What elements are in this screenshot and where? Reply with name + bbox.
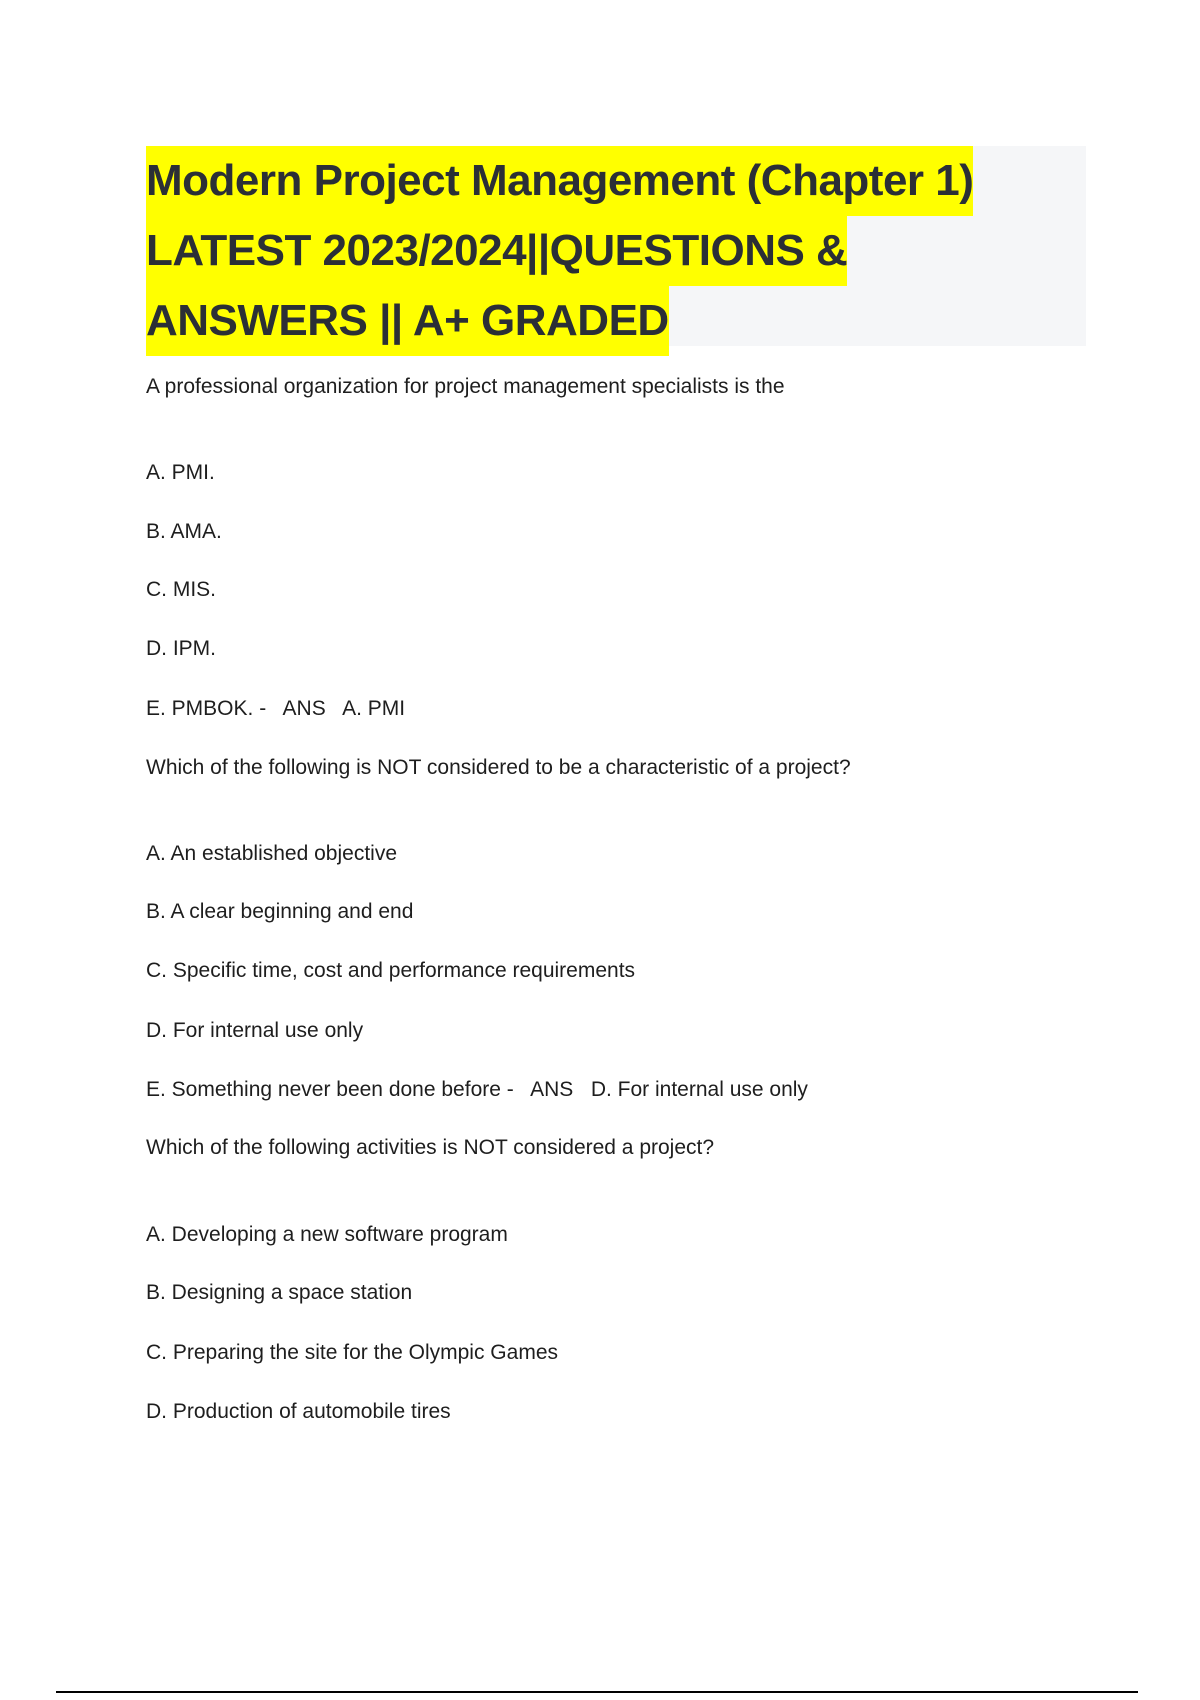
question-1-option-c: C. MIS. (146, 578, 217, 601)
question-2-option-a: A. An established objective (146, 842, 397, 865)
answer-label: ANS (282, 697, 326, 720)
option-text: E. Something never been done before - (146, 1078, 514, 1101)
question-3-option-b: B. Designing a space station (146, 1281, 413, 1304)
title-line-1: Modern Project Management (Chapter 1) (146, 146, 973, 216)
question-1-option-d: D. IPM. (146, 637, 217, 660)
document-title (146, 146, 973, 356)
question-3-option-d: D. Production of automobile tires (146, 1400, 451, 1423)
question-3-option-a: A. Developing a new software program (146, 1223, 508, 1246)
question-2-option-e-with-answer (146, 1078, 808, 1102)
title-line-3: ANSWERS || A+ GRADED (146, 286, 669, 356)
question-1-text: A professional organization for project management specialists is the (146, 375, 785, 398)
question-1-option-b: B. AMA. (146, 520, 222, 543)
question-2-option-b: B. A clear beginning and end (146, 900, 414, 923)
question-2-option-d: D. For internal use only (146, 1019, 364, 1042)
answer-text: A. PMI (342, 697, 406, 720)
page-footer-rule (56, 1691, 1138, 1693)
question-1-option-a: A. PMI. (146, 461, 215, 484)
question-2-text: Which of the following is NOT considered to be a characteristic of a project? (146, 756, 851, 779)
question-3-option-c: C. Preparing the site for the Olympic Games (146, 1341, 558, 1364)
question-1-option-e-with-answer (146, 697, 405, 721)
question-3-text: Which of the following activities is NOT considered a project? (146, 1136, 715, 1159)
answer-label: ANS (530, 1078, 574, 1101)
option-text: E. PMBOK. - (146, 697, 267, 720)
answer-text: D. For internal use only (590, 1078, 808, 1101)
title-line-2: LATEST 2023/2024||QUESTIONS & (146, 216, 847, 286)
question-2-option-c: C. Specific time, cost and performance requirements (146, 959, 636, 982)
